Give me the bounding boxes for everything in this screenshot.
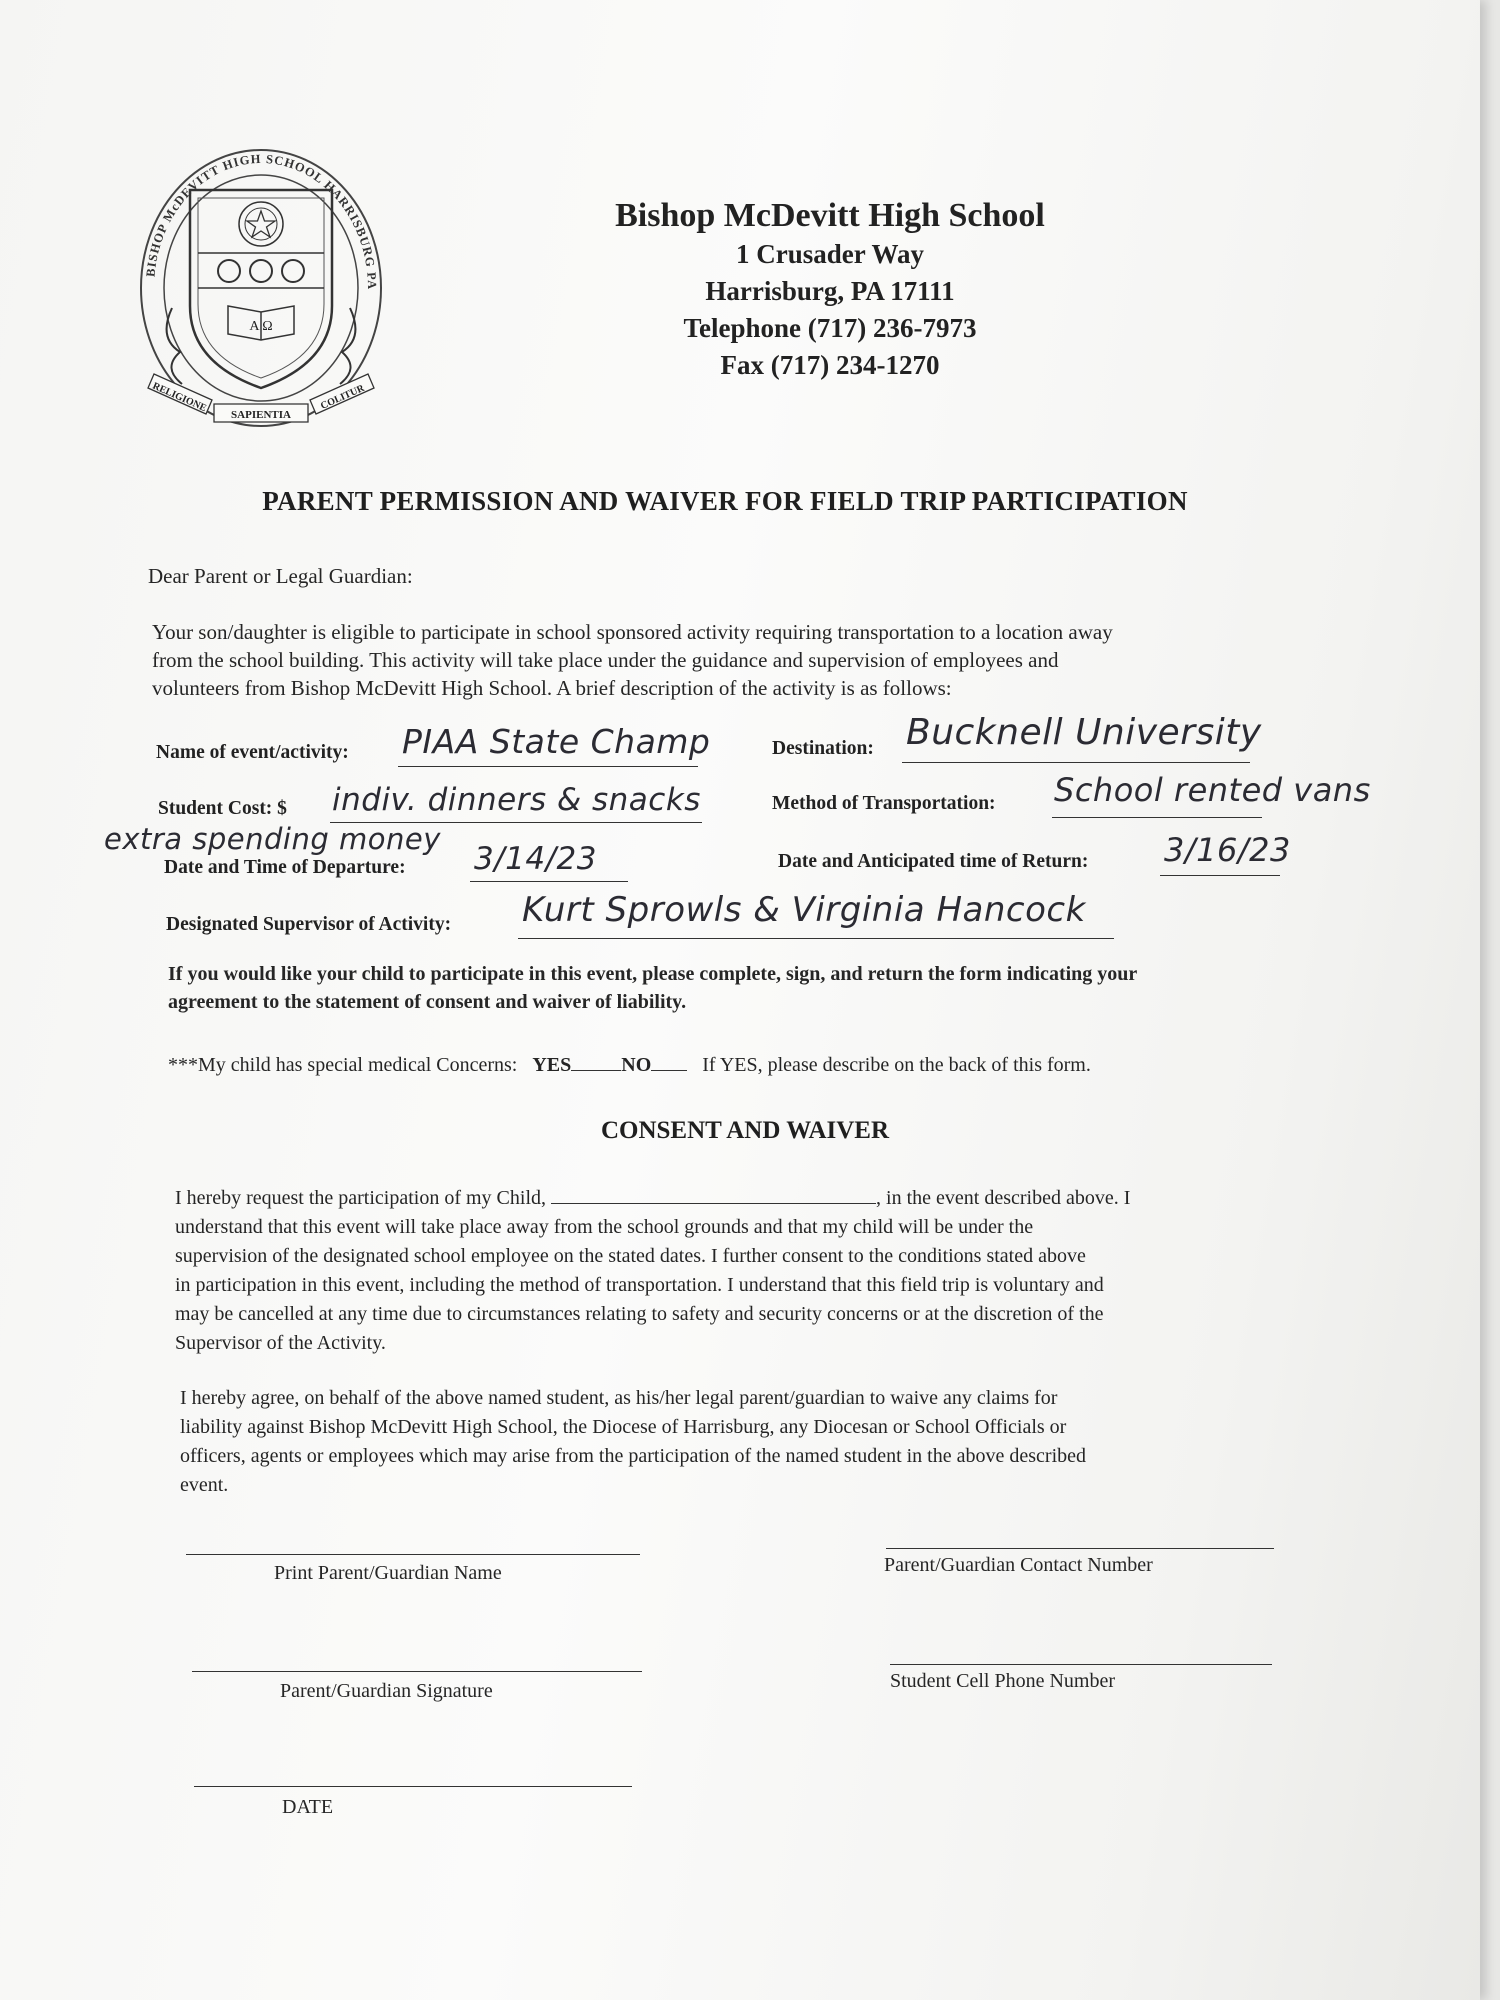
intro-line: volunteers from Bishop McDevitt High School. A brief description of the activity is as follows:	[152, 676, 952, 700]
consent-line: supervision of the designated school employee on the stated dates. I further consent to the conditions stated above	[175, 1245, 1086, 1267]
departure-label: Date and Time of Departure:	[164, 857, 406, 878]
event-field[interactable]	[398, 722, 711, 767]
destination-label: Destination:	[772, 738, 874, 759]
supervisor-value: Kurt Sprowls & Virginia Hancock	[522, 890, 1086, 930]
school-name: Bishop McDevitt High School	[615, 197, 1045, 234]
event-value: PIAA State Champ	[402, 722, 711, 761]
school-seal-logo	[132, 138, 390, 438]
medical-yes-blank[interactable]	[571, 1052, 621, 1071]
consent-line: may be cancelled at any time due to circumstances relating to safety and security concerns or at the discretion of the	[175, 1303, 1104, 1325]
contact-number-label: Parent/Guardian Contact Number	[884, 1554, 1153, 1576]
school-telephone: Telephone (717) 236-7973	[683, 313, 977, 343]
medical-instruction: If YES, please describe on the back of this form.	[702, 1054, 1091, 1076]
svg-text:SAPIENTIA: SAPIENTIA	[231, 409, 291, 421]
cost-field[interactable]	[330, 782, 702, 823]
school-header	[480, 196, 1180, 384]
destination-value: Bucknell University	[906, 712, 1262, 753]
school-address-line2: Harrisburg, PA 17111	[705, 276, 955, 306]
print-name-line[interactable]	[186, 1554, 640, 1555]
event-label: Name of event/activity:	[156, 742, 349, 763]
waiver-line: event.	[180, 1474, 229, 1496]
instructions	[168, 960, 1278, 1016]
svg-text:BISHOP McDEVITT HIGH SCHOOL HA: BISHOP McDEVITT HIGH SCHOOL HARRISBURG PA	[143, 151, 380, 291]
consent-paragraph	[175, 1184, 1325, 1358]
svg-text:COLITUR: COLITUR	[319, 382, 367, 412]
student-cell-line[interactable]	[890, 1664, 1272, 1665]
consent-title: CONSENT AND WAIVER	[600, 1117, 890, 1144]
svg-text:RELIGIONE: RELIGIONE	[150, 380, 209, 415]
cost-value: indiv. dinners & snacks	[332, 782, 701, 818]
waiver-line: officers, agents or employees which may arise from the participation of the named student in the above described	[180, 1445, 1086, 1467]
medical-concerns-line	[168, 1052, 1091, 1077]
cost-extra-value: extra spending money	[104, 822, 441, 856]
consent-line: understand that this event will take place away from the school grounds and that my child will be under the	[175, 1216, 1034, 1238]
departure-value: 3/14/23	[474, 841, 598, 877]
contact-number-line[interactable]	[886, 1548, 1274, 1549]
student-cell-label: Student Cell Phone Number	[890, 1670, 1115, 1692]
consent-line-end: , in the event described above. I	[876, 1187, 1131, 1209]
return-label: Date and Anticipated time of Return:	[778, 851, 1089, 872]
supervisor-field[interactable]	[518, 890, 1114, 939]
waiver-line: liability against Bishop McDevitt High School, the Diocese of Harrisburg, any Diocesan or School Officials or	[180, 1416, 1067, 1438]
form-title: PARENT PERMISSION AND WAIVER FOR FIELD TRIP PARTICIPATION	[262, 486, 1188, 516]
svg-text:A Ω: A Ω	[249, 319, 273, 334]
transport-field[interactable]	[1052, 771, 1371, 818]
print-name-label: Print Parent/Guardian Name	[274, 1562, 502, 1584]
intro-line: Your son/daughter is eligible to participate in school sponsored activity requiring transportation to a location away	[152, 620, 1113, 644]
instructions-line: If you would like your child to participate in this event, please complete, sign, and return the form indicating your	[168, 963, 1138, 985]
intro-paragraph	[152, 618, 1292, 702]
instructions-line: agreement to the statement of consent and waiver of liability.	[168, 991, 687, 1013]
departure-field[interactable]	[470, 841, 628, 882]
date-label: DATE	[282, 1796, 334, 1818]
intro-line: from the school building. This activity will take place under the guidance and supervision of employees and	[152, 648, 1059, 672]
consent-line	[175, 1184, 1325, 1213]
transport-label: Method of Transportation:	[772, 793, 996, 814]
signature-label: Parent/Guardian Signature	[280, 1680, 493, 1702]
greeting: Dear Parent or Legal Guardian:	[148, 564, 413, 588]
destination-field[interactable]	[902, 712, 1262, 763]
medical-no-blank[interactable]	[651, 1052, 687, 1071]
consent-line-start: I hereby request the participation of my Child,	[175, 1187, 547, 1209]
supervisor-label: Designated Supervisor of Activity:	[166, 914, 452, 935]
return-value: 3/16/23	[1164, 831, 1291, 869]
waiver-paragraph	[180, 1384, 1300, 1500]
child-name-blank[interactable]	[551, 1185, 876, 1204]
medical-no-label: NO	[621, 1054, 652, 1076]
transport-value: School rented vans	[1054, 771, 1371, 809]
date-line[interactable]	[194, 1786, 632, 1787]
consent-line: Supervisor of the Activity.	[175, 1332, 386, 1354]
medical-yes-label: YES	[532, 1054, 572, 1076]
waiver-line: I hereby agree, on behalf of the above named student, as his/her legal parent/guardian to waive any claims for	[180, 1387, 1058, 1409]
cost-label: Student Cost: $	[158, 798, 287, 819]
school-fax: Fax (717) 234-1270	[720, 350, 940, 380]
signature-line[interactable]	[192, 1671, 642, 1672]
consent-line: in participation in this event, including the method of transportation. I understand that this field trip is voluntary and	[175, 1274, 1104, 1296]
medical-prompt: ***My child has special medical Concerns:	[168, 1054, 518, 1076]
school-address-line1: 1 Crusader Way	[735, 239, 925, 269]
return-field[interactable]	[1160, 831, 1291, 876]
